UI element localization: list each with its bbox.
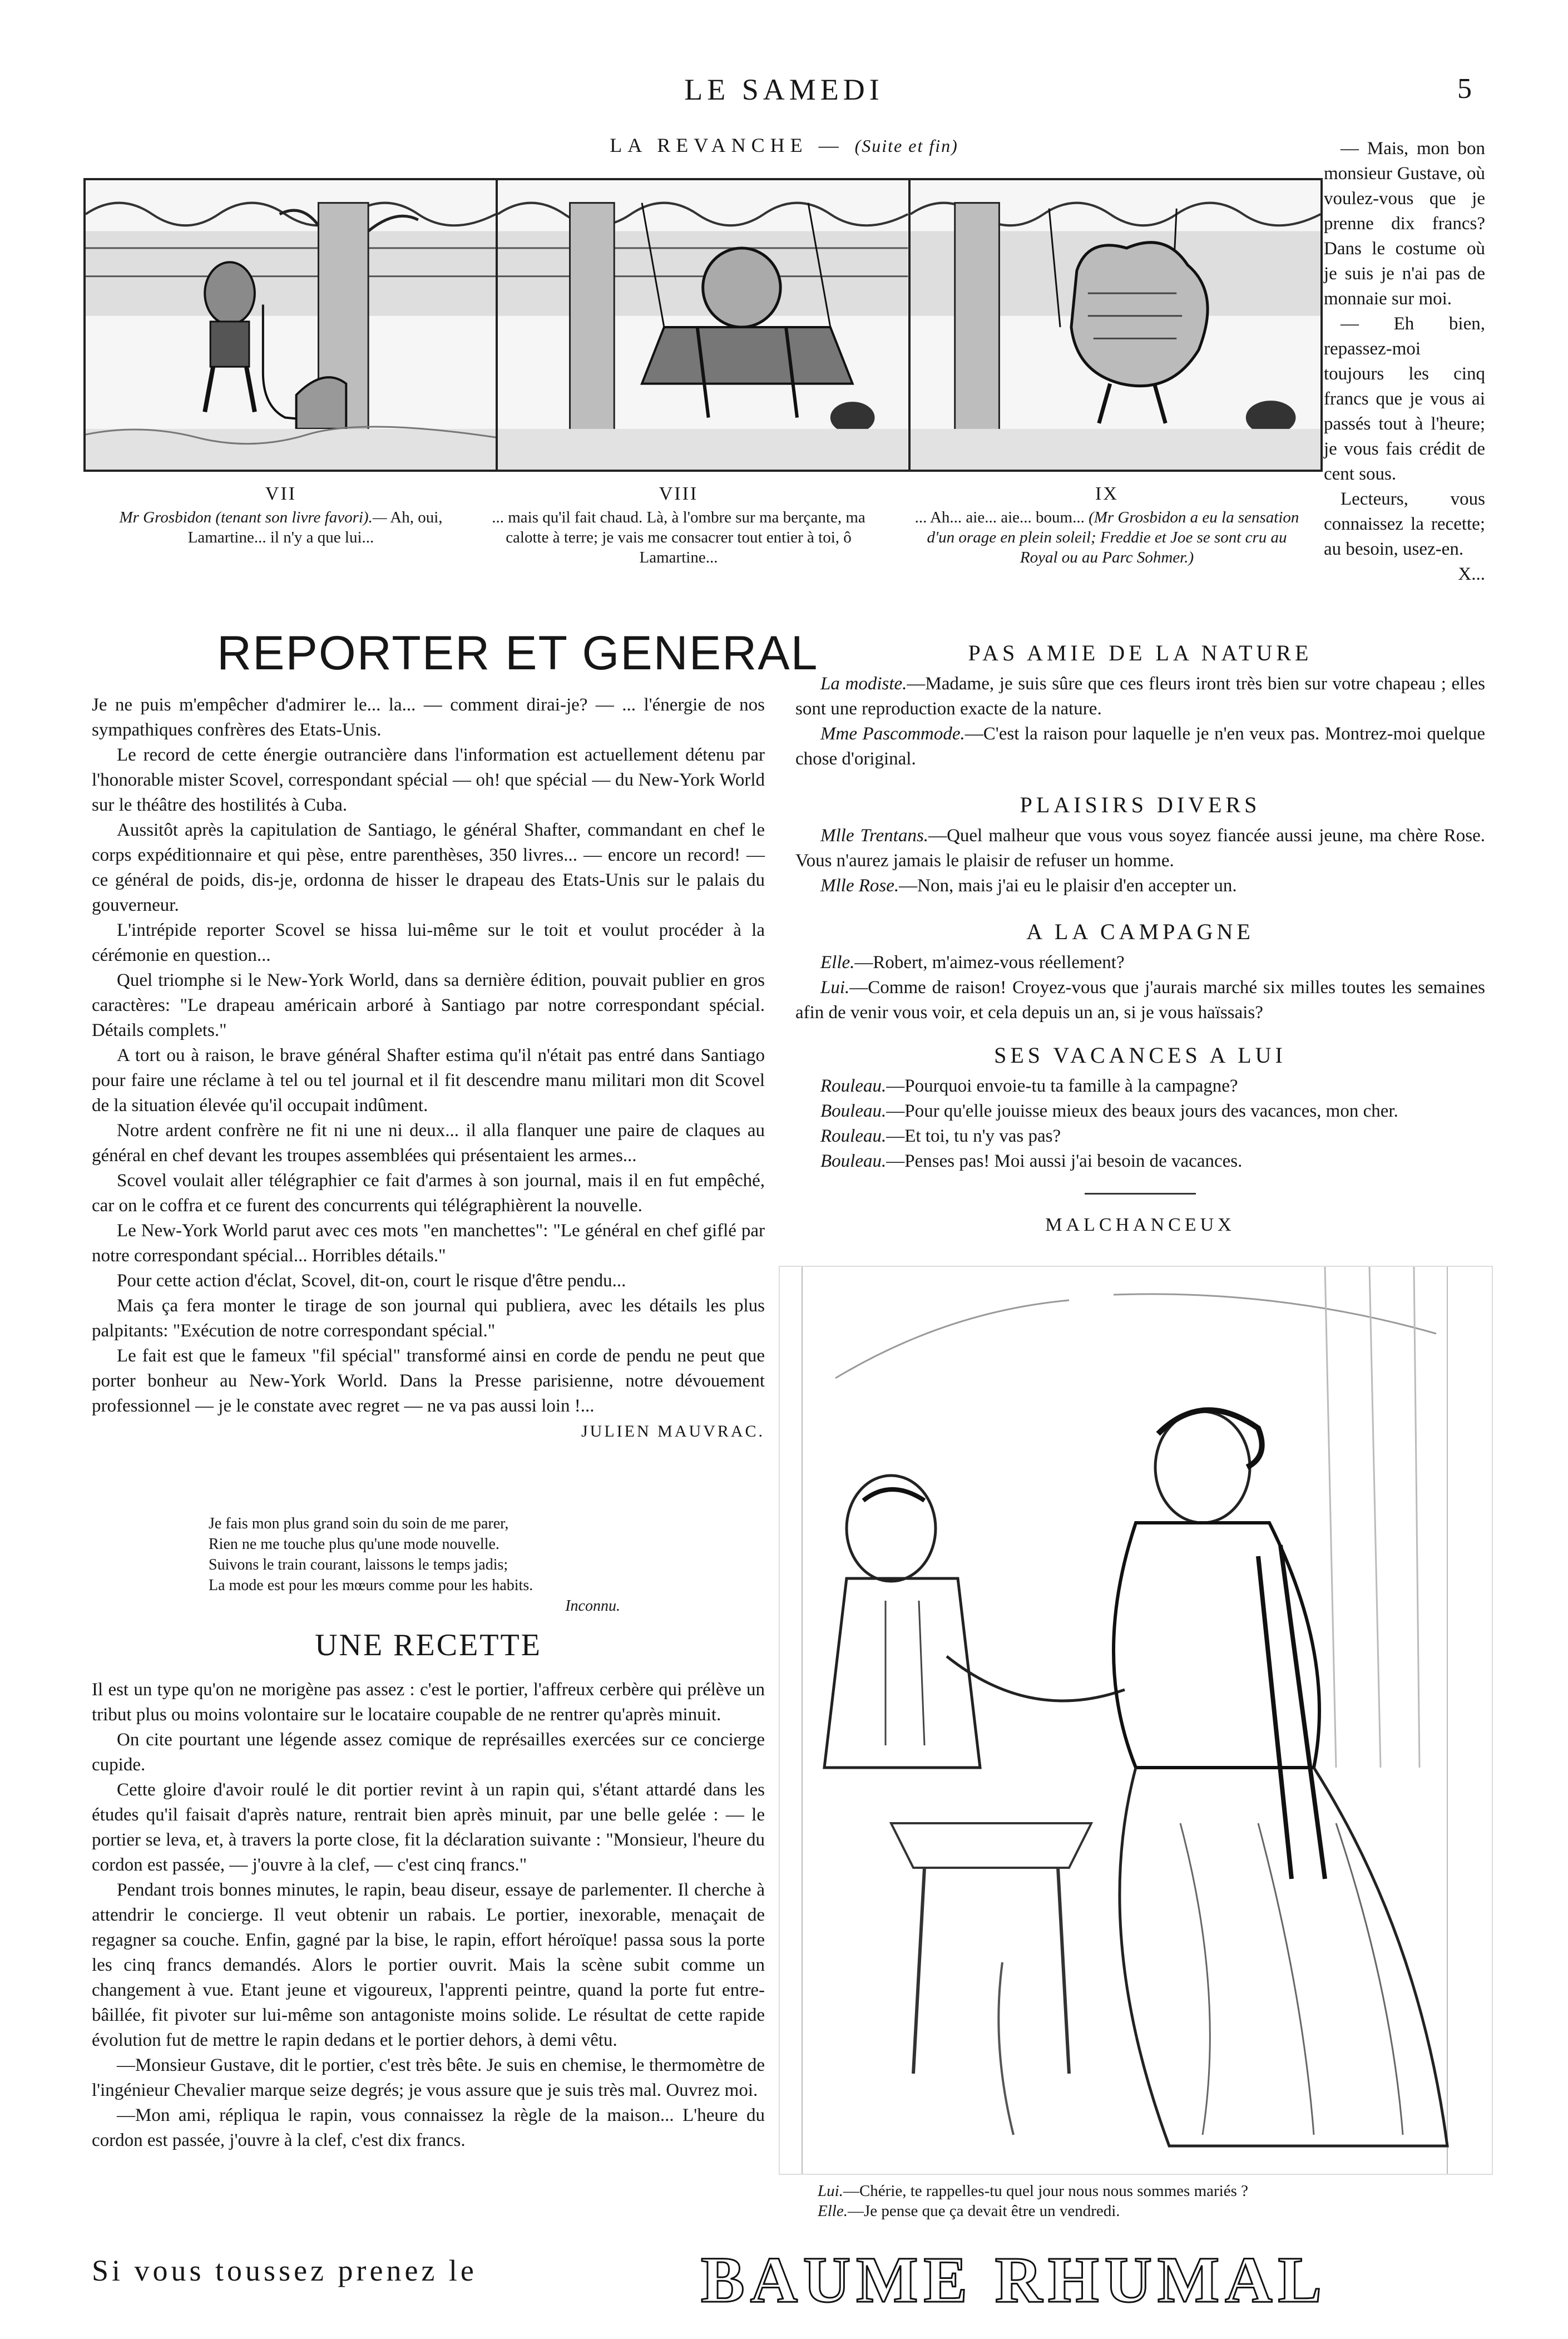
caption-speaker: Lui. <box>818 2182 843 2200</box>
pas-amie-dialog <box>795 672 1485 772</box>
campagne-title: A LA CAMPAGNE <box>1026 919 1254 944</box>
page-number: 5 <box>1457 73 1472 105</box>
reporter-paragraph: Pour cette action d'éclat, Scovel, dit-on, court le risque d'être pendu... <box>117 1271 626 1291</box>
panel-3-illustration <box>911 180 1320 470</box>
panel-1-caption-italic: Mr Grosbidon (tenant son livre favori).— <box>119 509 387 526</box>
ad-left-text: Si vous toussez prenez le <box>92 2254 477 2287</box>
comic-panel-2 <box>498 180 910 470</box>
reporter-title: REPORTER ET GENERAL <box>217 626 819 680</box>
side-paragraph: Lecteurs, vous connaissez la recette; au besoin, usez-en. <box>1324 489 1485 559</box>
dialog-speaker: Mlle Trentans. <box>820 826 929 846</box>
dialog-speaker: La modiste. <box>820 674 907 694</box>
strip-subtitle: (Suite et fin) <box>854 136 958 156</box>
dialog-text: —Madame, je suis sûre que ces fleurs iront très bien sur votre chapeau ; elles sont une reproduction exacte de la nature. <box>795 674 1485 719</box>
vacances-dialog <box>795 1074 1485 1174</box>
poem <box>209 1513 642 1616</box>
comic-strip <box>83 178 1323 472</box>
poem-line: Rien ne me touche plus qu'une mode nouvelle. <box>209 1536 499 1553</box>
reporter-signature: JULIEN MAUVRAC. <box>581 1422 765 1440</box>
side-signature: X... <box>1458 564 1485 584</box>
panel-1-illustration <box>86 180 496 470</box>
reporter-paragraph: Le record de cette énergie outrancière dans l'information est actuellement détenu par l'honorable mister Scovel, correspondant spécial — oh! que spécial — du New-York World sur le théâtre des hostilités à Cuba. <box>92 745 765 815</box>
panel-1-caption-text: Ah, oui, Lamartine... il n'y a que lui... <box>187 509 443 546</box>
panel-2-number: VIII <box>659 483 699 504</box>
recette-article <box>92 1677 765 2153</box>
poem-author: Inconnu. <box>565 1597 620 1615</box>
panel-2-caption-text: ... mais qu'il fait chaud. Là, à l'ombre sur ma berçante, ma calotte à terre; je vais me consacrer tout entier à toi, ô Lamartine... <box>492 509 865 566</box>
vacances-title: SES VACANCES A LUI <box>994 1043 1287 1068</box>
panel-1-number: VII <box>265 483 297 504</box>
strip-title-text: LA REVANCHE — <box>610 134 844 156</box>
dialog-speaker: Lui. <box>820 978 850 998</box>
dialog-text: —C'est la raison pour laquelle je n'en veux pas. Montrez-moi quelque chose d'original. <box>795 724 1485 769</box>
caption-text: —Je pense que ça devait être un vendredi. <box>847 2202 1120 2220</box>
malchanceux-caption <box>818 2181 1248 2221</box>
recette-paragraph: —Monsieur Gustave, dit le portier, c'est très bête. Je suis en chemise, le thermomètre de l'ingénieur Chevalier marque seize degrés; je vous assure que je suis très mal. Ouvrez moi. <box>92 2055 765 2100</box>
side-paragraph: — Eh bien, repassez-moi toujours les cinq francs que je vous ai passés tout à l'heure; je vous fais crédit de cent sous. <box>1324 314 1485 484</box>
ad-brand: BAUME RHUMAL <box>701 2243 1328 2316</box>
dialog-text: —Comme de raison! Croyez-vous que j'aurais marché six milles toutes les semaines afin de venir vous voir, et cela depuis un an, si je vous haïssais? <box>795 978 1485 1023</box>
dialog-text: —Pourquoi envoie-tu ta famille à la campagne? <box>886 1076 1238 1096</box>
reporter-paragraph: Le New-York World parut avec ces mots "en manchettes": "Le général en chef giflé par notre correspondant spécial... Horribles détails." <box>92 1221 765 1266</box>
poem-line: La mode est pour les mœurs comme pour les habits. <box>209 1577 533 1594</box>
reporter-paragraph: Notre ardent confrère ne fit ni une ni deux... il alla flanquer une paire de claques au général en chef devant les troupes assemblées qui présentaient les armes... <box>92 1121 765 1166</box>
dialog-speaker: Rouleau. <box>820 1076 887 1096</box>
dialog-speaker: Bouleau. <box>820 1101 887 1121</box>
malchanceux-illustration <box>779 1266 1493 2175</box>
reporter-paragraph: Je ne puis m'empêcher d'admirer le... la... — comment dirai-je? — ... l'énergie de nos sympathiques confrères des Etats-Unis. <box>92 695 765 740</box>
right-column <box>795 640 1485 1236</box>
reporter-paragraph: Mais ça fera monter le tirage de son journal qui publiera, avec les détails les plus palpitants: "Exécution de notre correspondant spécial." <box>92 1296 765 1341</box>
reporter-paragraph: L'intrépide reporter Scovel se hissa lui-même sur le toit et voulut procéder à la cérémonie en question... <box>92 920 765 965</box>
recette-title: UNE RECETTE <box>315 1628 542 1662</box>
dialog-text: —Penses pas! Moi aussi j'ai besoin de vacances. <box>886 1151 1243 1171</box>
panel-2-illustration <box>498 180 908 470</box>
dialog-speaker: Rouleau. <box>820 1126 887 1146</box>
couple-drawing <box>780 1267 1492 2174</box>
dialog-text: —Non, mais j'ai eu le plaisir d'en accepter un. <box>899 876 1237 896</box>
panel-3-caption-text: ... Ah... aie... aie... boum... <box>914 509 1089 526</box>
dialog-speaker: Mme Pascommode. <box>820 724 965 744</box>
poem-line: Suivons le train courant, laissons le temps jadis; <box>209 1556 508 1573</box>
side-column <box>1324 136 1485 587</box>
comic-panel-3 <box>911 180 1320 470</box>
recette-paragraph: Il est un type qu'on ne morigène pas assez : c'est le portier, l'affreux cerbère qui prélève un tribut plus ou moins volontaire sur le locataire coupable de ne rentrer qu'après minuit. <box>92 1680 765 1725</box>
dialog-text: —Robert, m'aimez-vous réellement? <box>854 953 1125 973</box>
caption-speaker: Elle. <box>818 2202 848 2220</box>
pas-amie-title: PAS AMIE DE LA NATURE <box>968 640 1313 665</box>
comic-panel-1 <box>86 180 498 470</box>
dialog-text: —Pour qu'elle jouisse mieux des beaux jours des vacances, mon cher. <box>886 1101 1398 1121</box>
running-head: LE SAMEDI <box>684 73 884 106</box>
reporter-paragraph: Aussitôt après la capitulation de Santiago, le général Shafter, commandant en chef le corps expéditionnaire et qui pèse, entre parenthèses, 350 livres... — encore un record! — ce général de poids, dis-je, ordonna de hisser le drapeau des Etats-Unis sur le palais du gouverneur. <box>92 820 765 915</box>
section-divider <box>1085 1193 1196 1195</box>
recette-paragraph: On cite pourtant une légende assez comique de représailles exercées sur ce concierge cupide. <box>92 1730 765 1775</box>
dialog-text: —Et toi, tu n'y vas pas? <box>886 1126 1061 1146</box>
side-paragraph: — Mais, mon bon monsieur Gustave, où voulez-vous que je prenne dix francs? Dans le costume où je suis je n'ai pas de monnaie sur moi. <box>1324 139 1485 309</box>
reporter-paragraph: Scovel voulait aller télégraphier ce fait d'armes à son journal, mais il en fut empêché, car on le coffra et ce furent des concurrents qui télégraphièrent la nouvelle. <box>92 1171 765 1216</box>
dialog-speaker: Elle. <box>820 953 855 973</box>
panel-3-caption <box>907 484 1307 568</box>
malchanceux-title: MALCHANCEUX <box>1045 1215 1235 1235</box>
recette-paragraph: Pendant trois bonnes minutes, le rapin, beau diseur, essaye de parlementer. Il cherche à attendrir le concierge. Il veut obtenir un rabais. Le portier, inexorable, menaçait de regagner sa couche. Enfin, gagné par la bise, le rapin, effort héroïque! passa sous la porte les cinq francs demandés. Alors le portier ouvrit. Mais la scène subit comme un changement à vue. Etant jeune et vigoureux, l'apprenti peintre, quand la porte fut entre-bâillée, fit pivoter sur lui-même son antagoniste moins solide. Le résultat de cette rapide évolution fut de mettre le rapin dedans et le portier dehors, à demi vêtu. <box>92 1880 765 2050</box>
caption-text: —Chérie, te rappelles-tu quel jour nous nous sommes mariés ? <box>843 2182 1248 2200</box>
dialog-text: —Quel malheur que vous vous soyez fiancée aussi jeune, ma chère Rose. Vous n'aurez jamais le plaisir de refuser un homme. <box>795 826 1485 871</box>
reporter-paragraph: Quel triomphe si le New-York World, dans sa dernière édition, pouvait publier en gros caractères: "Le drapeau américain arboré à Santiago par notre correspondant spécial. Détails complets." <box>92 970 765 1040</box>
reporter-paragraph: Le fait est que le fameux "fil spécial" transformé ainsi en corde de pendu ne peut que porter bonheur au New-York World. Dans la Presse parisienne, notre dévouement professionnel — je le constate avec regret — ne va pas aussi loin !... <box>92 1346 765 1416</box>
dialog-speaker: Bouleau. <box>820 1151 887 1171</box>
panel-3-caption-italic: (Mr Grosbidon a eu la sensation d'un orage en plein soleil; Freddie et Joe se sont cru au Royal ou au Parc Sohmer.) <box>927 509 1299 566</box>
recette-paragraph: —Mon ami, répliqua le rapin, vous connaissez la règle de la maison... L'heure du cordon est passée, j'ouvre à la clef, c'est dix francs. <box>92 2105 765 2150</box>
poem-line: Je fais mon plus grand soin du soin de me parer, <box>209 1515 509 1532</box>
recette-paragraph: Cette gloire d'avoir roulé le dit portier revint à un rapin qui, s'étant attardé dans les études qu'il faisait d'après nature, rentrait bien après minuit, par une belle gelée : — le portier se leva, et, à travers la porte close, fit la déclaration suivante : "Monsieur, l'heure du cordon est passée, — j'ouvre à la clef, — c'est cinq francs." <box>92 1780 765 1875</box>
panel-3-number: IX <box>1095 483 1119 504</box>
panel-2-caption <box>478 484 879 568</box>
dialog-speaker: Mlle Rose. <box>820 876 899 896</box>
reporter-article <box>92 693 765 1444</box>
plaisirs-dialog <box>795 823 1485 899</box>
campagne-dialog <box>795 950 1485 1025</box>
reporter-paragraph: A tort ou à raison, le brave général Shafter estima qu'il n'était pas entré dans Santiago pour faire une réclame à tel ou tel journal et il fit descendre manu militari mon dit Scovel de la situation élevée qu'il occupait indûment. <box>92 1045 765 1116</box>
plaisirs-title: PLAISIRS DIVERS <box>1020 792 1261 817</box>
panel-1-caption <box>89 484 473 547</box>
